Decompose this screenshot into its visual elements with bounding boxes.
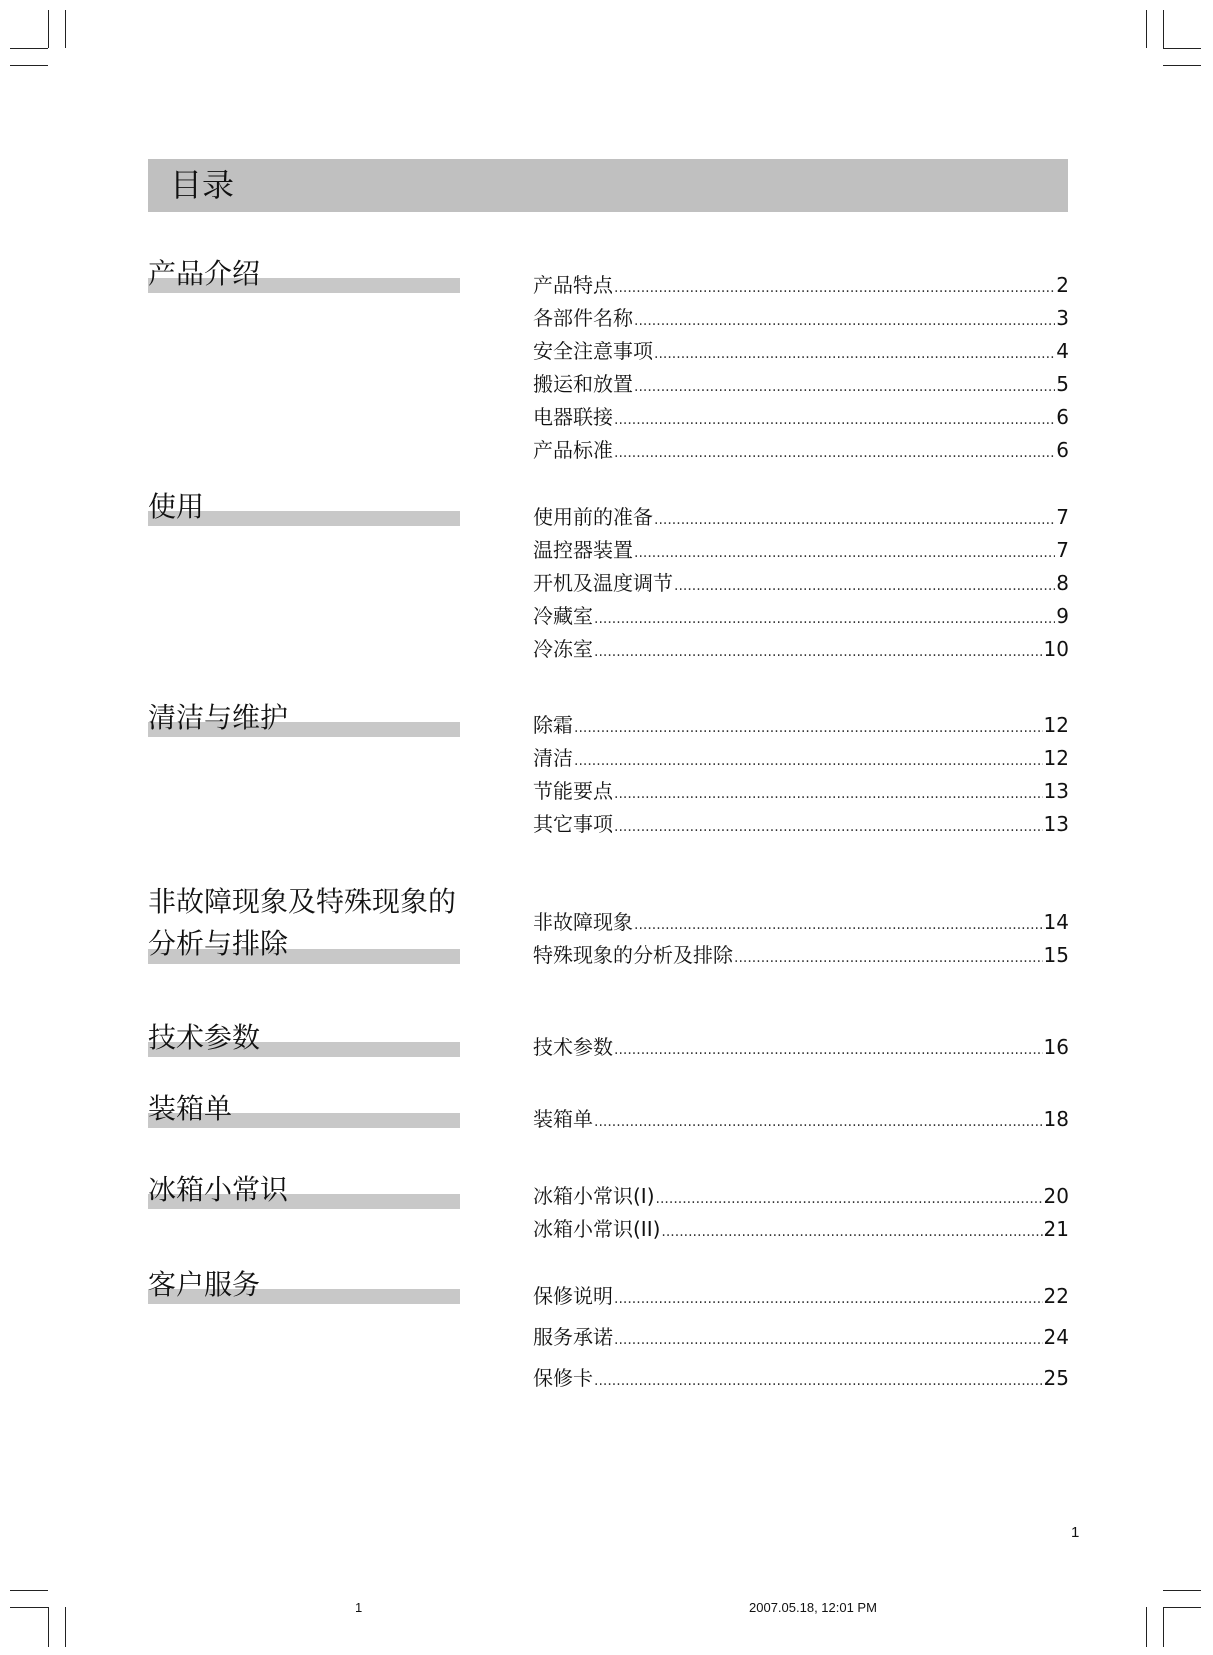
toc-item[interactable]: 装箱单 ..... 18 xyxy=(533,1103,1069,1136)
section-heading-product-intro: 产品介绍 xyxy=(148,255,460,293)
crop-mark xyxy=(48,10,49,48)
crop-mark xyxy=(65,1607,66,1647)
page-number: 1 xyxy=(1071,1524,1080,1541)
toc-item[interactable]: 保修说明 ..... 22 xyxy=(533,1276,1069,1317)
toc-list-product-intro xyxy=(533,269,1069,467)
toc-list-tips xyxy=(533,1180,1069,1246)
crop-mark xyxy=(10,1607,48,1608)
toc-item[interactable]: 温控器装置 ..... 7 xyxy=(533,534,1069,567)
toc-item[interactable]: 使用前的准备 ..... 7 xyxy=(533,501,1069,534)
toc-list-troubleshooting xyxy=(533,906,1069,972)
crop-mark xyxy=(65,10,66,48)
title-bar xyxy=(148,159,1068,212)
crop-mark xyxy=(10,65,48,66)
crop-mark xyxy=(1163,1590,1201,1591)
toc-item[interactable]: 冷藏室 ..... 9 xyxy=(533,600,1069,633)
toc-item[interactable]: 服务承诺 ..... 24 xyxy=(533,1317,1069,1358)
toc-item[interactable]: 电器联接 ..... 6 xyxy=(533,401,1069,434)
toc-item[interactable]: 特殊现象的分析及排除 ..... 15 xyxy=(533,939,1069,972)
toc-item[interactable]: 产品标准 ..... 6 xyxy=(533,434,1069,467)
crop-mark xyxy=(1163,48,1201,49)
toc-list-packing-list xyxy=(533,1103,1069,1136)
toc-item[interactable]: 其它事项 ..... 13 xyxy=(533,808,1069,841)
crop-mark xyxy=(48,1607,49,1647)
toc-item[interactable]: 安全注意事项 ..... 4 xyxy=(533,335,1069,368)
toc-item[interactable]: 产品特点 ..... 2 xyxy=(533,269,1069,302)
section-heading-packing-list: 装箱单 xyxy=(148,1090,460,1128)
slug-page-number: 1 xyxy=(355,1600,363,1615)
toc-item[interactable]: 技术参数 ..... 16 xyxy=(533,1031,1069,1064)
toc-list-customer-service xyxy=(533,1276,1069,1399)
section-heading-tips: 冰箱小常识 xyxy=(148,1171,460,1209)
section-heading-usage: 使用 xyxy=(148,488,460,526)
slug-timestamp: 2007.05.18, 12:01 PM xyxy=(749,1600,877,1615)
section-heading-customer-service: 客户服务 xyxy=(148,1266,460,1304)
toc-item[interactable]: 冰箱小常识(II) ..... 21 xyxy=(533,1213,1069,1246)
toc-item[interactable]: 开机及温度调节 ..... 8 xyxy=(533,567,1069,600)
section-heading-troubleshooting: 非故障现象及特殊现象的 分析与排除 xyxy=(148,880,460,964)
toc-list-cleaning xyxy=(533,709,1069,841)
crop-mark xyxy=(1163,1607,1164,1647)
page-title: 目录 xyxy=(170,166,235,204)
crop-mark xyxy=(10,1590,48,1591)
toc-item[interactable]: 除霜 ..... 12 xyxy=(533,709,1069,742)
crop-mark xyxy=(1146,10,1147,48)
crop-mark xyxy=(1163,65,1201,66)
crop-mark xyxy=(1146,1607,1147,1647)
section-heading-cleaning: 清洁与维护 xyxy=(148,699,460,737)
toc-item[interactable]: 冷冻室 ..... 10 xyxy=(533,633,1069,666)
toc-list-specs xyxy=(533,1031,1069,1064)
toc-item[interactable]: 保修卡 ..... 25 xyxy=(533,1358,1069,1399)
section-heading-specs: 技术参数 xyxy=(148,1019,460,1057)
toc-list-usage xyxy=(533,501,1069,666)
toc-item[interactable]: 各部件名称 ..... 3 xyxy=(533,302,1069,335)
crop-mark xyxy=(1163,1607,1201,1608)
toc-item[interactable]: 冰箱小常识(I) ..... 20 xyxy=(533,1180,1069,1213)
toc-item[interactable]: 搬运和放置 ..... 5 xyxy=(533,368,1069,401)
toc-item[interactable]: 节能要点 ..... 13 xyxy=(533,775,1069,808)
toc-item[interactable]: 非故障现象 ..... 14 xyxy=(533,906,1069,939)
crop-mark xyxy=(10,48,48,49)
toc-item[interactable]: 清洁 ..... 12 xyxy=(533,742,1069,775)
crop-mark xyxy=(1163,10,1164,48)
